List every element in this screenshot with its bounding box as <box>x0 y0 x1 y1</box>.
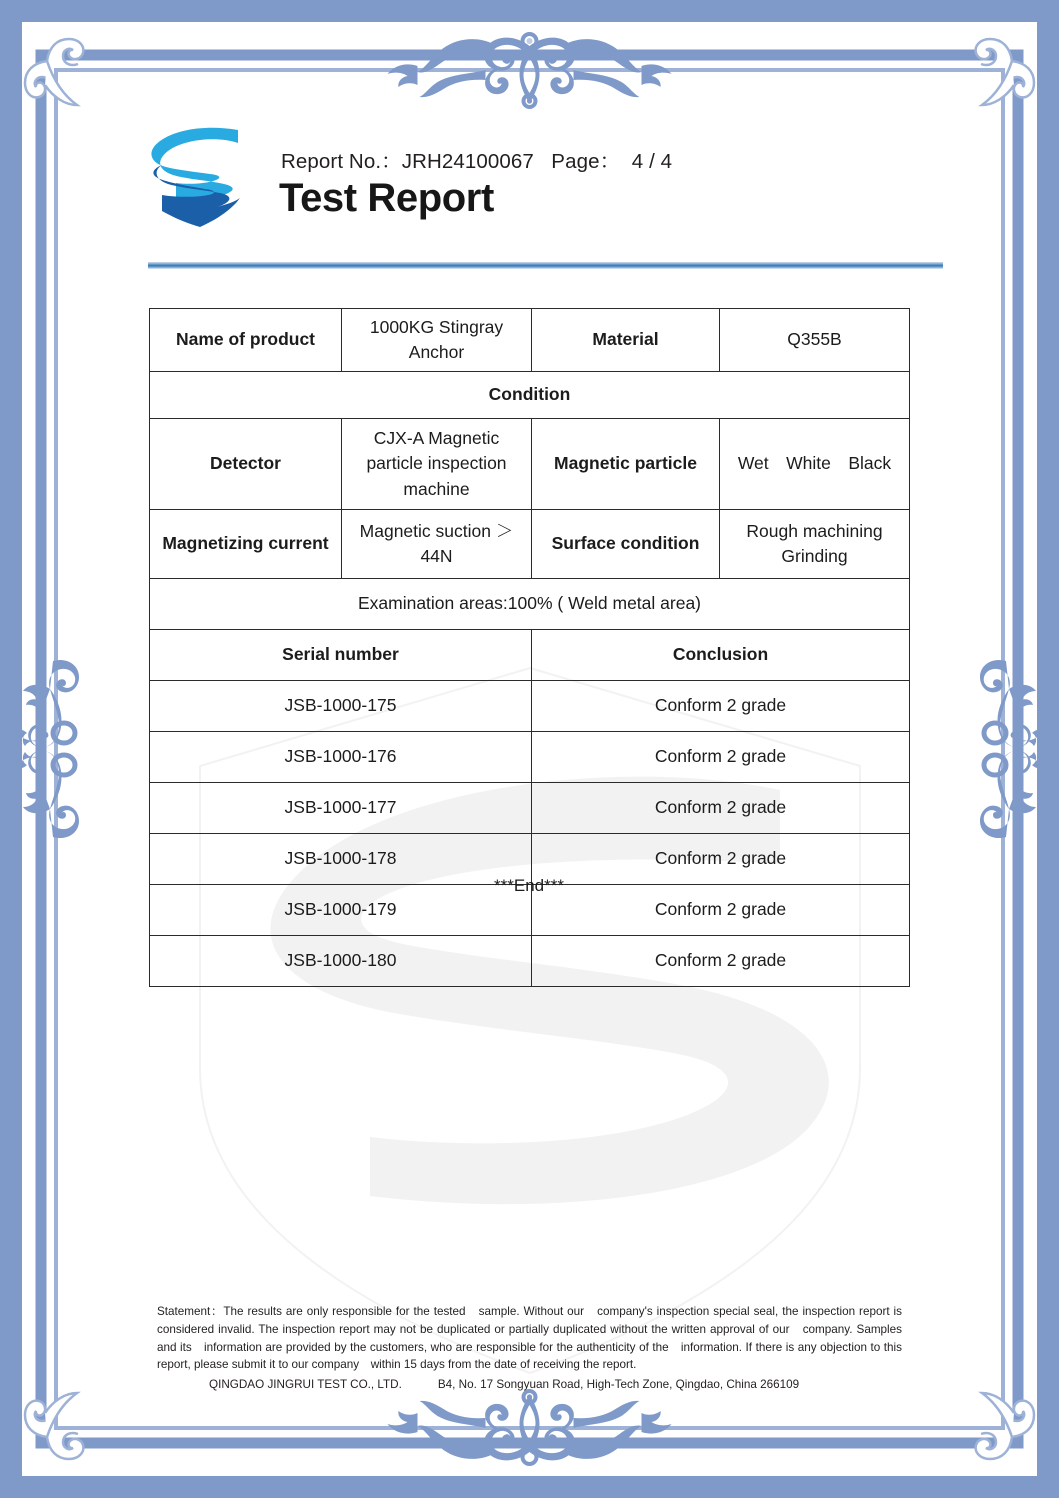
cell-magnetic-particle-value: Wet White Black <box>720 419 910 510</box>
report-no-value: JRH24100067 <box>401 150 534 173</box>
cell-detector-label: Detector <box>150 419 342 510</box>
cell-condition-header: Condition <box>150 372 910 419</box>
footer-company-name: QINGDAO JINGRUI TEST CO., LTD. <box>209 1378 402 1392</box>
cell-magnetizing-current-label: Magnetizing current <box>150 510 342 579</box>
table-row-condition <box>150 372 910 419</box>
table-row <box>150 681 910 732</box>
cell-serial-number: JSB-1000-176 <box>150 732 532 783</box>
table-row-examination-areas <box>150 579 910 630</box>
cell-conclusion: Conform 2 grade <box>532 783 910 834</box>
cell-serial-number: JSB-1000-177 <box>150 783 532 834</box>
end-marker: ***End*** <box>494 876 564 895</box>
cell-conclusion: Conform 2 grade <box>532 681 910 732</box>
table-row <box>150 732 910 783</box>
footer-company-address: B4, No. 17 Songyuan Road, High-Tech Zone, Qingdao, China 266109 <box>437 1378 800 1392</box>
page-value: 4 / 4 <box>631 150 673 173</box>
jingrui-shield-s-logo <box>148 121 252 229</box>
cell-detector-value: CJX-A Magnetic particle inspection machine <box>342 419 532 510</box>
cell-name-of-product-label: Name of product <box>150 309 342 372</box>
page-title: Test Report <box>279 176 494 220</box>
cell-magnetizing-current-value: Magnetic suction ＞ 44N <box>342 510 532 579</box>
cell-name-of-product-value: 1000KG Stingray Anchor <box>342 309 532 372</box>
cell-serial-number: JSB-1000-175 <box>150 681 532 732</box>
table-row-results-header <box>150 630 910 681</box>
title-divider-rule <box>148 262 943 269</box>
table-row-product <box>150 309 910 372</box>
cell-serial-number-header: Serial number <box>150 630 532 681</box>
page-label: Page： <box>551 150 621 173</box>
cell-conclusion: Conform 2 grade <box>532 885 910 936</box>
report-header <box>148 118 948 243</box>
report-meta-line <box>281 144 672 174</box>
cell-material-label: Material <box>532 309 720 372</box>
cell-surface-condition-label: Surface condition <box>532 510 720 579</box>
cell-serial-number: JSB-1000-180 <box>150 936 532 987</box>
report-footer <box>157 1303 902 1391</box>
table-row-detector <box>150 419 910 510</box>
table-row <box>150 936 910 987</box>
cell-conclusion: Conform 2 grade <box>532 936 910 987</box>
cell-surface-condition-value: Rough machining Grinding <box>720 510 910 579</box>
cell-examination-areas: Examination areas:100% ( Weld metal area) <box>150 579 910 630</box>
cell-magnetic-particle-label: Magnetic particle <box>532 419 720 510</box>
table-row <box>150 783 910 834</box>
report-no-label: Report No.： <box>281 150 402 173</box>
footer-company-line <box>157 1378 902 1391</box>
cell-conclusion-header: Conclusion <box>532 630 910 681</box>
table-row-magnetizing-current <box>150 510 910 579</box>
cell-serial-number: JSB-1000-178 <box>150 834 532 885</box>
cell-conclusion: Conform 2 grade <box>532 732 910 783</box>
footer-statement: Statement：The results are only responsible for the tested sample. Without our company's inspection special seal, the inspection report is considered invalid. The inspection report may not be duplicated or partially duplicated without the written approval of our company. Samples and its information are provided by the customers, who are responsible for the authenticity of the information. If there is any objection to this report, please submit it to our company within 15 days from the date of receiving the report. <box>157 1305 902 1372</box>
cell-conclusion: Conform 2 grade <box>532 834 910 885</box>
cell-material-value: Q355B <box>720 309 910 372</box>
cell-serial-number: JSB-1000-179 <box>150 885 532 936</box>
